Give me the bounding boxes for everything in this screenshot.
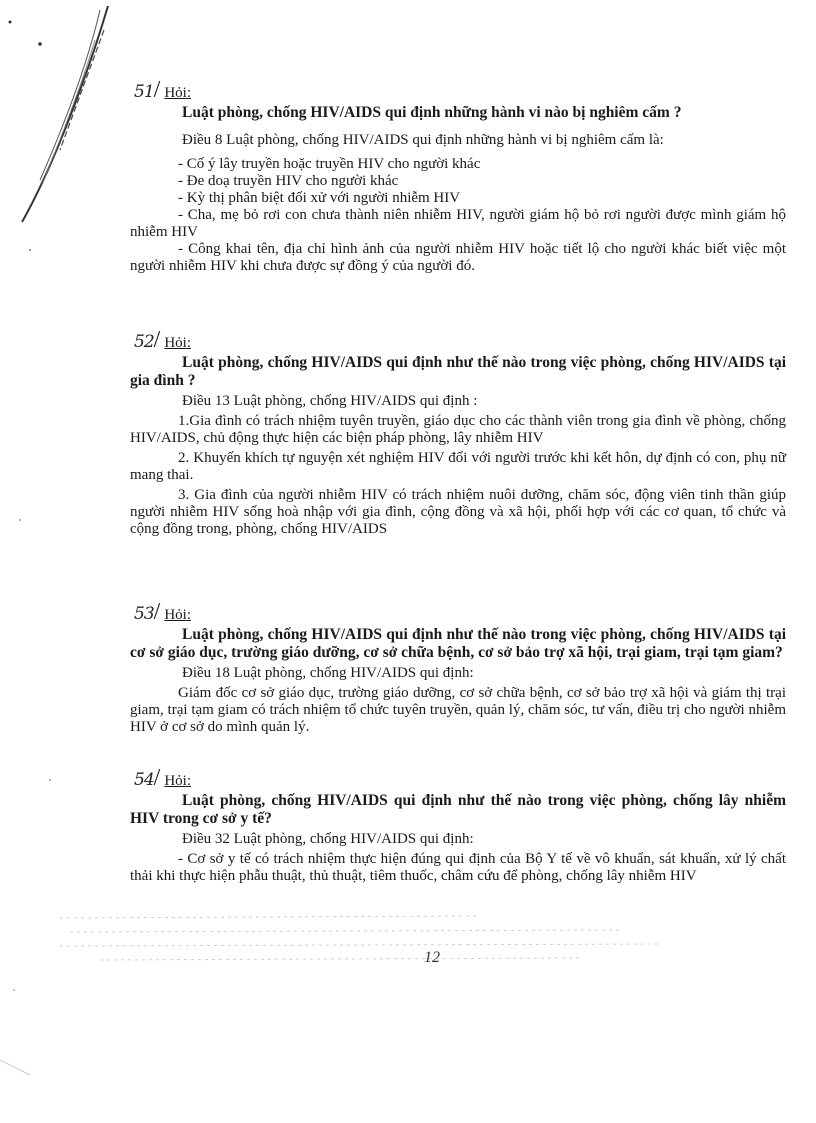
page-number: 12: [424, 949, 440, 966]
answer-intro: Điều 32 Luật phòng, chống HIV/AIDS qui định:: [182, 831, 474, 847]
hoi-label: Hỏi:: [164, 773, 191, 789]
answer-intro: Điều 18 Luật phòng, chống HIV/AIDS qui định:: [182, 665, 474, 681]
question-number: 53: [134, 604, 154, 624]
slash-mark: /: [153, 77, 161, 103]
slash-mark: /: [153, 599, 161, 625]
question-marker-52: [134, 327, 191, 353]
hoi-label: Hỏi:: [164, 85, 191, 101]
question-text: Luật phòng, chống HIV/AIDS qui định như thế nào trong việc phòng, chống HIV/AIDS tại cơ sở giáo dục, trường giáo dưỡng, cơ sở chữa bệnh, cơ sở bảo trợ xã hội, trại giam, trại tạm giam?: [130, 626, 786, 661]
question-number: 51: [134, 82, 154, 102]
question-number: 54: [134, 770, 154, 790]
question-marker-54: [134, 765, 191, 791]
answer-item: 2. Khuyến khích tự nguyện xét nghiệm HIV đối với người trước khi kết hôn, dự định có con, phụ nữ mang thai.: [130, 450, 786, 483]
question-text: Luật phòng, chống HIV/AIDS qui định như thế nào trong việc phòng, chống lây nhiễm HIV trong cơ sở y tế?: [130, 792, 786, 827]
hoi-label: Hỏi:: [164, 335, 191, 351]
bleed-through-marks: [60, 908, 700, 988]
answer-item: - Đe doạ truyền HIV cho người khác: [178, 173, 399, 189]
answer-item: 3. Gia đình của người nhiễm HIV có trách nhiệm nuôi dưỡng, chăm sóc, động viên tinh thần giúp người nhiễm HIV sống hoà nhập với gia đình, cộng đồng và xã hội, phối hợp với các cơ quan, tổ chức và cộng đồng trong, phòng, chống HIV/AIDS: [130, 487, 786, 537]
section-54: [130, 792, 786, 885]
section-53: [130, 626, 786, 736]
answer-intro: Điều 13 Luật phòng, chống HIV/AIDS qui định :: [182, 393, 478, 409]
section-51: [130, 104, 786, 275]
answer-item: - Cơ sở y tế có trách nhiệm thực hiện đúng qui định của Bộ Y tế về vô khuẩn, sát khuẩn, xử lý chất thải khi thực hiện phẫu thuật, thủ thuật, tiêm thuốc, châm cứu để phòng, chống lây nhiễm HIV: [130, 851, 786, 884]
hoi-label: Hỏi:: [164, 607, 191, 623]
question-text: Luật phòng, chống HIV/AIDS qui định như thế nào trong việc phòng, chống HIV/AIDS tại gia đình ?: [130, 354, 786, 389]
answer-item: - Công khai tên, địa chỉ hình ảnh của người nhiễm HIV hoặc tiết lộ cho người khác biết việc một người nhiễm HIV khi chưa được sự đồng ý của người đó.: [130, 241, 786, 274]
answer-item: - Cha, mẹ bỏ rơi con chưa thành niên nhiễm HIV, người giám hộ bỏ rơi người được mình giám hộ nhiễm HIV: [130, 207, 786, 240]
answer-item: - Cố ý lây truyền hoặc truyền HIV cho người khác: [178, 156, 481, 172]
question-text: Luật phòng, chống HIV/AIDS qui định những hành vi nào bị nghiêm cấm ?: [182, 104, 682, 121]
slash-mark: /: [153, 765, 161, 791]
question-number: 52: [134, 332, 154, 352]
section-52: [130, 354, 786, 538]
question-marker-53: [134, 599, 191, 625]
question-marker-51: [134, 77, 191, 103]
answer-intro: Điều 8 Luật phòng, chống HIV/AIDS qui định những hành vi bị nghiêm cấm là:: [182, 132, 664, 148]
answer-item: - Kỳ thị phân biệt đối xử với người nhiễm HIV: [178, 190, 461, 206]
answer-item: Giám đốc cơ sở giáo dục, trường giáo dưỡng, cơ sở chữa bệnh, cơ sở bảo trợ xã hội và giám thị trại giam, trại tạm giam có trách nhiệm tổ chức tuyên truyền, quản lý, chăm sóc, tư vấn, điều trị cho người nhiễm HIV ở cơ sở do mình quản lý.: [130, 685, 786, 735]
slash-mark: /: [153, 327, 161, 353]
answer-item: 1.Gia đình có trách nhiệm tuyên truyền, giáo dục cho các thành viên trong gia đình về phòng, chống HIV/AIDS, chủ động thực hiện các biện pháp phòng, lây nhiễm HIV: [130, 413, 786, 446]
